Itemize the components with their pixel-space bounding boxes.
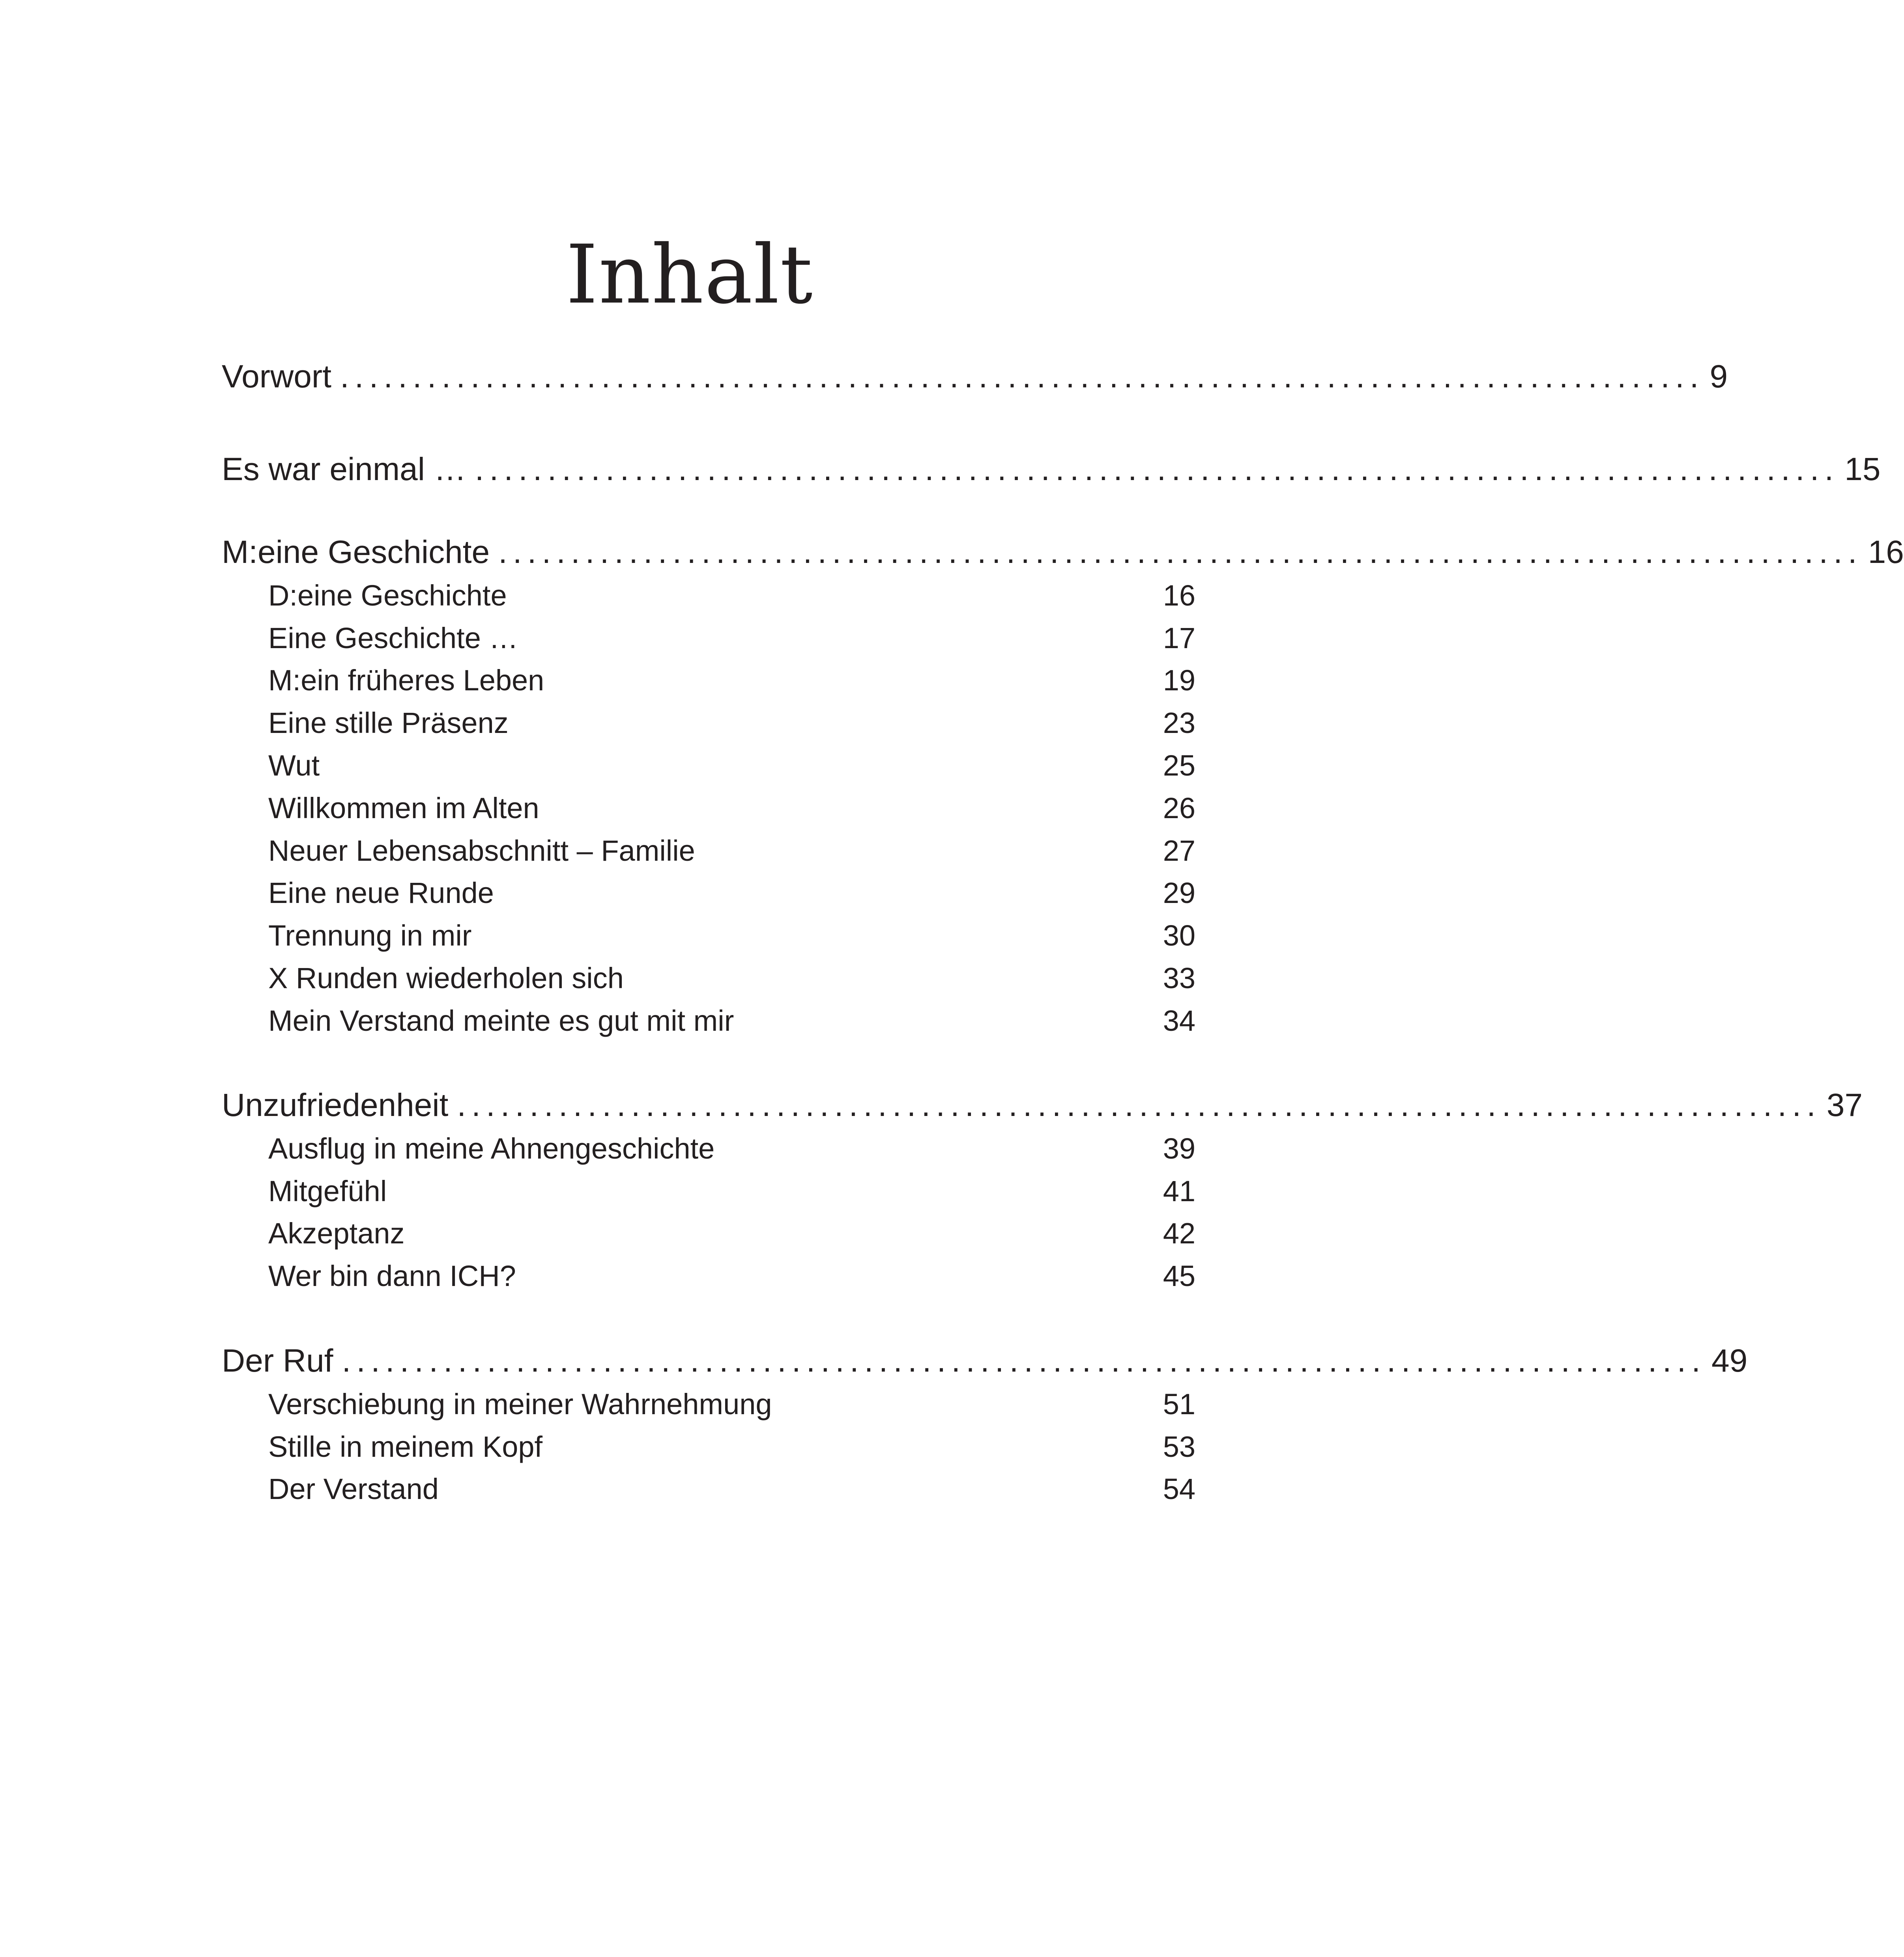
toc-entry-label: D:eine Geschichte bbox=[268, 579, 507, 612]
toc-entry-label: X Runden wiederholen sich bbox=[268, 961, 624, 994]
dot-leader: .............................................................................................. bbox=[342, 1343, 1706, 1379]
toc-entry[interactable] bbox=[222, 1423, 1195, 1470]
toc-entry-label: Unzufriedenheit bbox=[222, 1087, 449, 1123]
toc-entry-page: 39 bbox=[1163, 1132, 1195, 1165]
toc-entry-page: 42 bbox=[1163, 1217, 1195, 1250]
toc-entry-label: M:ein früheres Leben bbox=[268, 664, 544, 697]
toc-entry[interactable] bbox=[222, 954, 1195, 1002]
toc-entry-page: 17 bbox=[1163, 621, 1195, 654]
toc-entry-page: 26 bbox=[1163, 791, 1195, 824]
toc-entry[interactable] bbox=[222, 827, 1195, 874]
toc-entry-page: 19 bbox=[1163, 664, 1195, 697]
toc-entry[interactable] bbox=[222, 1337, 1748, 1385]
dot-leader: .............................................................................................. bbox=[340, 359, 1704, 394]
toc-entry-label: Mein Verstand meinte es gut mit mir bbox=[268, 1004, 734, 1037]
toc-entry[interactable] bbox=[222, 1209, 1195, 1257]
page-title: Inhalt bbox=[566, 228, 814, 322]
toc-entry-page: 33 bbox=[1163, 961, 1195, 994]
toc-entry-label: Verschiebung in meiner Wahrnehmung bbox=[268, 1387, 772, 1421]
toc-entry-label: Trennung in mir bbox=[268, 919, 472, 952]
toc-entry-label: Neuer Lebensabschnitt – Familie bbox=[268, 834, 695, 867]
toc-entry-label: M:eine Geschichte bbox=[222, 534, 490, 570]
toc-entry[interactable] bbox=[222, 446, 1881, 493]
toc-entry-label: Ausflug in meine Ahnengeschichte bbox=[268, 1132, 715, 1165]
toc-entry[interactable] bbox=[222, 1252, 1195, 1299]
toc-entry-page: 37 bbox=[1826, 1087, 1863, 1123]
toc-entry-page: 41 bbox=[1163, 1174, 1195, 1207]
toc-entry-page: 9 bbox=[1709, 359, 1728, 394]
toc-entry-label: Es war einmal … bbox=[222, 451, 466, 487]
toc-entry-label: Eine neue Runde bbox=[268, 876, 494, 909]
toc-entry-page: 54 bbox=[1163, 1472, 1195, 1505]
dot-leader: .............................................................................................. bbox=[457, 1087, 1821, 1123]
toc-entry-page: 51 bbox=[1163, 1387, 1195, 1421]
toc-entry[interactable] bbox=[222, 912, 1195, 959]
toc-entry-label: Willkommen im Alten bbox=[268, 791, 539, 824]
toc-entry-page: 16 bbox=[1163, 579, 1195, 612]
toc-entry[interactable] bbox=[222, 614, 1195, 662]
toc-entry-label: Wer bin dann ICH? bbox=[268, 1259, 516, 1292]
toc-entry-page: 27 bbox=[1163, 834, 1195, 867]
toc-entry[interactable] bbox=[222, 1082, 1863, 1129]
toc-entry-label: Der Verstand bbox=[268, 1472, 439, 1505]
toc-entry-label: Wut bbox=[268, 749, 320, 782]
toc-entry[interactable] bbox=[222, 784, 1195, 832]
toc-entry[interactable] bbox=[222, 1380, 1195, 1428]
toc-entry-label: Eine Geschichte … bbox=[268, 621, 518, 654]
toc-entry[interactable] bbox=[222, 1125, 1195, 1172]
dot-leader: .............................................................................................. bbox=[498, 534, 1863, 570]
toc-entry-label: Akzeptanz bbox=[268, 1217, 405, 1250]
toc-entry-page: 25 bbox=[1163, 749, 1195, 782]
toc-entry[interactable] bbox=[222, 1167, 1195, 1215]
toc-entry-page: 49 bbox=[1711, 1343, 1748, 1379]
toc-entry[interactable] bbox=[222, 353, 1728, 400]
toc-entry[interactable] bbox=[222, 572, 1195, 619]
toc-entry-page: 30 bbox=[1163, 919, 1195, 952]
toc-entry-label: Der Ruf bbox=[222, 1343, 333, 1379]
toc-entry-page: 15 bbox=[1844, 451, 1881, 487]
toc-entry-label: Mitgefühl bbox=[268, 1174, 387, 1207]
toc-entry-page: 23 bbox=[1163, 706, 1195, 739]
toc-entry[interactable] bbox=[222, 997, 1195, 1044]
toc-entry-page: 34 bbox=[1163, 1004, 1195, 1037]
toc-entry-label: Eine stille Präsenz bbox=[268, 706, 509, 739]
toc-entry[interactable] bbox=[222, 529, 1904, 576]
toc-entry-page: 45 bbox=[1163, 1259, 1195, 1292]
toc-entry-label: Stille in meinem Kopf bbox=[268, 1430, 543, 1463]
toc-entry[interactable] bbox=[222, 656, 1195, 704]
toc-entry-page: 29 bbox=[1163, 876, 1195, 909]
dot-leader: .............................................................................................. bbox=[475, 451, 1839, 487]
toc-entry-label: Vorwort bbox=[222, 359, 331, 394]
toc-entry-page: 53 bbox=[1163, 1430, 1195, 1463]
toc-entry[interactable] bbox=[222, 742, 1195, 789]
toc-entry[interactable] bbox=[222, 699, 1195, 746]
toc-entry-page: 16 bbox=[1868, 534, 1904, 570]
toc-entry[interactable] bbox=[222, 869, 1195, 916]
toc-entry[interactable] bbox=[222, 1465, 1195, 1512]
